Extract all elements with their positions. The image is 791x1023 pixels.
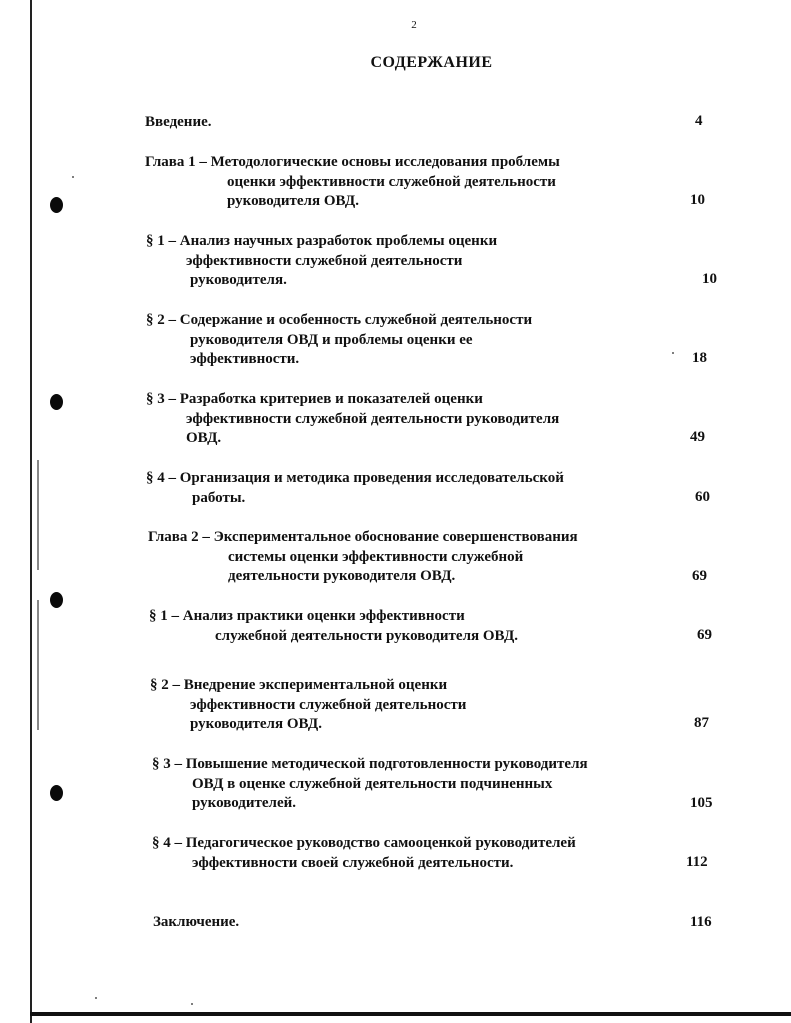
toc-entry-section-1-3 bbox=[146, 390, 559, 449]
toc-entry-conclusion bbox=[153, 913, 239, 933]
toc-entry-text: служебной деятельности руководителя ОВД. bbox=[215, 627, 519, 644]
scan-edge-bottom bbox=[30, 1012, 791, 1016]
toc-entry-section-1-1 bbox=[146, 232, 497, 291]
page-title: СОДЕРЖАНИЕ bbox=[370, 54, 493, 71]
toc-entry-text: Введение. bbox=[145, 114, 212, 130]
toc-entry-text: Заключение. bbox=[153, 914, 240, 930]
toc-entry-text: § 4 – Педагогическое руководство самооценкой руководителей bbox=[152, 835, 576, 851]
toc-page-number: 18 bbox=[692, 350, 707, 366]
toc-entry-text: эффективности служебной деятельности bbox=[186, 252, 463, 269]
toc-entry-text: Глава 2 – Экспериментальное обоснование совершенствования bbox=[148, 529, 578, 545]
toc-entry-section-2-3 bbox=[152, 755, 588, 814]
toc-entry-text: руководителя ОВД. bbox=[227, 193, 359, 209]
toc-entry-section-1-2 bbox=[146, 311, 532, 370]
punch-hole bbox=[50, 592, 63, 608]
toc-entry-text: эффективности служебной деятельности bbox=[190, 696, 467, 713]
toc-entry-section-2-1 bbox=[149, 607, 518, 646]
scan-speck bbox=[672, 352, 674, 354]
toc-entry-text: § 1 – Анализ практики оценки эффективности bbox=[149, 608, 465, 624]
toc-entry-text: руководителя. bbox=[190, 272, 287, 288]
toc-entry-introduction bbox=[145, 113, 212, 133]
toc-page-number: 60 bbox=[695, 489, 710, 505]
toc-entry-text: руководителей. bbox=[192, 795, 297, 811]
toc-entry-text: ОВД в оценке служебной деятельности подчиненных bbox=[192, 775, 553, 792]
toc-entry-text: Глава 1 – Методологические основы исследования проблемы bbox=[145, 154, 560, 170]
toc-entry-text: § 4 – Организация и методика проведения исследовательской bbox=[146, 470, 564, 486]
toc-entry-text: § 3 – Разработка критериев и показателей оценки bbox=[146, 391, 483, 407]
page-number: 2 bbox=[411, 19, 417, 31]
toc-page-number: 10 bbox=[690, 192, 705, 208]
toc-entry-section-2-4 bbox=[152, 834, 576, 873]
toc-entry-text: § 1 – Анализ научных разработок проблемы оценки bbox=[146, 233, 498, 249]
punch-hole bbox=[50, 785, 63, 801]
toc-page-number: 4 bbox=[695, 113, 703, 129]
toc-entry-text: руководителя ОВД. bbox=[190, 716, 322, 732]
toc-entry-chapter-1 bbox=[145, 153, 560, 212]
toc-entry-section-2-2 bbox=[150, 676, 466, 735]
toc-entry-text: эффективности своей служебной деятельности. bbox=[192, 854, 514, 871]
punch-hole bbox=[50, 394, 63, 410]
toc-entry-text: руководителя ОВД и проблемы оценки ее bbox=[190, 331, 473, 348]
scan-speck bbox=[191, 1003, 193, 1005]
scan-noise bbox=[37, 460, 39, 570]
toc-page-number: 69 bbox=[697, 627, 712, 643]
toc-page-number: 87 bbox=[694, 715, 709, 731]
toc-entry-text: оценки эффективности служебной деятельности bbox=[227, 173, 556, 190]
toc-page-number: 116 bbox=[690, 914, 712, 930]
toc-entry-text: § 3 – Повышение методической подготовленности руководителя bbox=[152, 756, 588, 772]
toc-entry-text: эффективности служебной деятельности руководителя bbox=[186, 410, 560, 427]
scan-speck bbox=[72, 176, 74, 178]
toc-entry-text: § 2 – Содержание и особенность служебной деятельности bbox=[146, 312, 533, 328]
toc-entry-section-1-4 bbox=[146, 469, 564, 508]
toc-page-number: 105 bbox=[690, 795, 713, 811]
scan-noise bbox=[37, 600, 39, 730]
toc-entry-text: работы. bbox=[192, 489, 246, 506]
toc-entry-text: системы оценки эффективности служебной bbox=[228, 548, 524, 565]
toc-entry-text: ОВД. bbox=[186, 430, 222, 446]
toc-entry-text: § 2 – Внедрение экспериментальной оценки bbox=[150, 677, 448, 693]
toc-page-number: 49 bbox=[690, 429, 705, 445]
toc-entry-text: эффективности. bbox=[190, 351, 300, 367]
scan-speck bbox=[95, 997, 97, 999]
punch-hole bbox=[50, 197, 63, 213]
toc-page-number: 10 bbox=[702, 271, 717, 287]
toc-page-number: 69 bbox=[692, 568, 707, 584]
toc-page-number: 112 bbox=[686, 854, 708, 870]
scan-edge-left bbox=[30, 0, 32, 1023]
toc-entry-chapter-2 bbox=[148, 528, 578, 587]
toc-entry-text: деятельности руководителя ОВД. bbox=[228, 568, 456, 584]
